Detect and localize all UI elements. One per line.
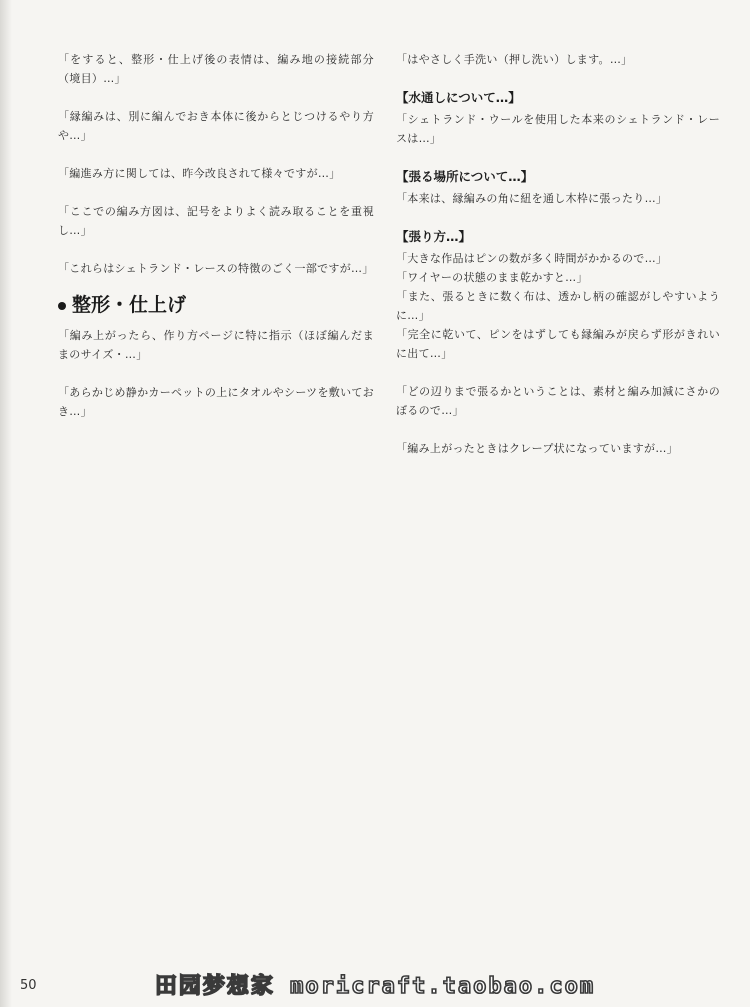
left-paragraph-2: 「縁編みは、別に編んでおき本体に後からとじつけるやり方や…」 — [58, 110, 374, 142]
heading-stretching-method: 【張り方…】 — [396, 229, 472, 244]
left-paragraph-3: 「編進み方に関しては、昨今改良されて様々ですが…」 — [58, 167, 341, 180]
right-paragraph-1: 「はやさしく手洗い（押し洗い）します。…」 — [396, 53, 633, 66]
section-title-finishing — [58, 292, 374, 318]
right-paragraph-5: 「ワイヤーの状態のまま乾かすと…」 — [396, 271, 588, 284]
bullet-icon — [58, 302, 66, 310]
right-paragraph-8: 「どの辺りまで張るかということは、素材と編み加減にさかのぼるので…」 — [396, 385, 720, 417]
page-spine-shadow — [0, 0, 12, 1007]
page-number: 50 — [20, 978, 37, 993]
heading-water-treatment: 【水通しについて…】 — [396, 90, 521, 105]
section-title-text: 整形・仕上げ — [72, 294, 187, 316]
right-paragraph-4: 「大きな作品はピンの数が多く時間がかかるので…」 — [396, 252, 668, 265]
right-paragraph-7: 「完全に乾いて、ピンをはずしても縁編みが戻らず形がきれいに出て…」 — [396, 328, 720, 360]
left-paragraph-4: 「ここでの編み方図は、記号をよりよく読み取ることを重視し…」 — [58, 205, 374, 237]
right-column — [396, 50, 720, 980]
right-paragraph-9: 「編み上がったときはクレープ状になっていますが…」 — [396, 442, 678, 455]
shop-watermark: 田园梦想家 moricraft.taobao.com — [154, 973, 596, 999]
left-paragraph-5: 「これらはシェトランド・レースの特徴のごく一部ですが…」 — [58, 262, 374, 275]
right-paragraph-6: 「また、張るときに数く布は、透かし柄の確認がしやすいように…」 — [396, 290, 720, 322]
right-paragraph-2: 「シェトランド・ウールを使用した本来のシェトランド・レースは…」 — [396, 113, 720, 145]
right-paragraph-3: 「本来は、縁編みの角に紐を通し木枠に張ったり…」 — [396, 192, 668, 205]
heading-stretching-place: 【張る場所について…】 — [396, 169, 534, 184]
left-paragraph-1: 「をすると、整形・仕上げ後の表情は、編み地の接続部分（境目）…」 — [58, 53, 374, 85]
book-page — [58, 50, 720, 980]
left-paragraph-7: 「あらかじめ静かカーペットの上にタオルやシーツを敷いておき…」 — [58, 386, 374, 418]
left-column — [58, 50, 374, 980]
left-paragraph-6: 「編み上がったら、作り方ページに特に指示（ほぼ編んだままのサイズ・…」 — [58, 329, 374, 361]
